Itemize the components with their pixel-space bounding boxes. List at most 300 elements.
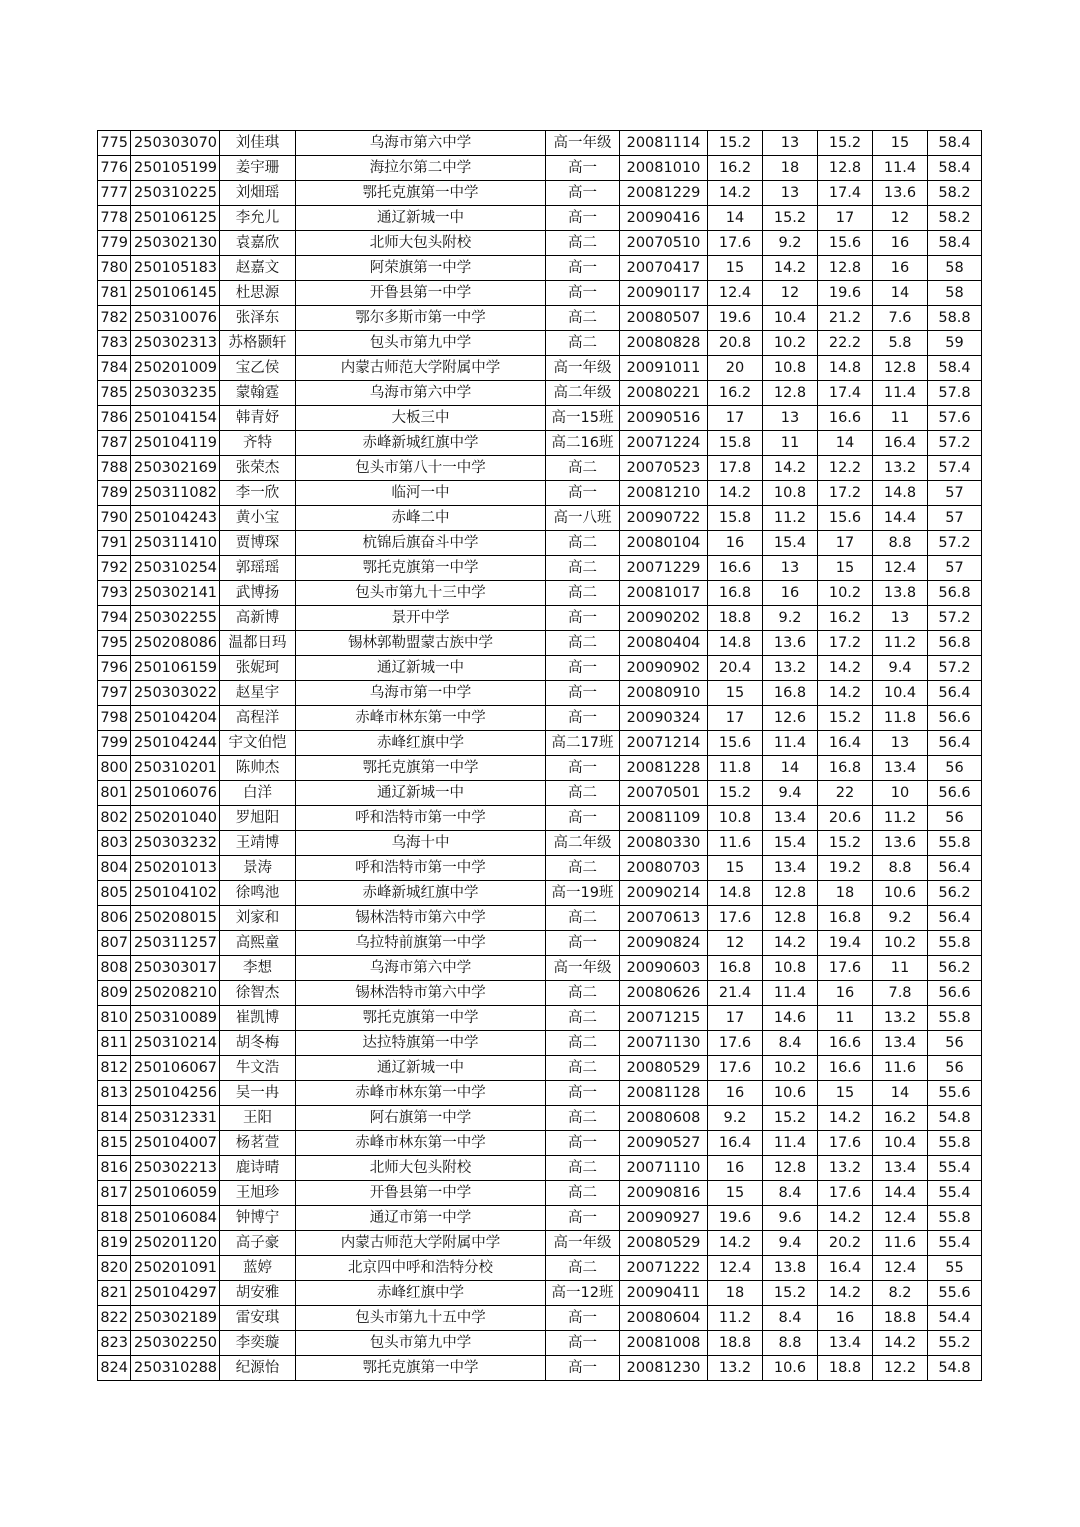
score-3-cell: 19.2 [818,856,873,881]
table-row [98,131,982,156]
candidate-id-cell: 250201120 [131,1231,220,1256]
candidate-id-cell: 250105199 [131,156,220,181]
school-name-cell: 呼和浩特市第一中学 [296,806,546,831]
score-2-cell: 13.2 [763,656,818,681]
school-name-cell: 开鲁县第一中学 [296,1181,546,1206]
birth-date-cell: 20080529 [620,1231,708,1256]
score-4-cell: 10.6 [873,881,928,906]
school-name-cell: 锡林浩特市第六中学 [296,906,546,931]
table-row [98,506,982,531]
student-name-cell: 钟博宁 [220,1206,296,1231]
score-1-cell: 16 [708,1156,763,1181]
total-score-cell: 56 [928,1056,982,1081]
candidate-id-cell: 250104297 [131,1281,220,1306]
table-row [98,606,982,631]
table-row [98,806,982,831]
total-score-cell: 57.4 [928,456,982,481]
candidate-id-cell: 250312331 [131,1106,220,1131]
table-row [98,456,982,481]
score-2-cell: 14.2 [763,456,818,481]
score-3-cell: 16.6 [818,1031,873,1056]
birth-date-cell: 20090927 [620,1206,708,1231]
birth-date-cell: 20080404 [620,631,708,656]
score-3-cell: 17.6 [818,1181,873,1206]
row-number-cell: 814 [98,1106,131,1131]
score-1-cell: 10.8 [708,806,763,831]
birth-date-cell: 20090722 [620,506,708,531]
total-score-cell: 57.2 [928,606,982,631]
total-score-cell: 56 [928,806,982,831]
table-row [98,1206,982,1231]
score-1-cell: 15 [708,256,763,281]
score-2-cell: 13 [763,181,818,206]
score-2-cell: 10.8 [763,356,818,381]
score-1-cell: 15.2 [708,131,763,156]
score-3-cell: 22 [818,781,873,806]
score-4-cell: 13.8 [873,581,928,606]
school-name-cell: 赤峰二中 [296,506,546,531]
candidate-id-cell: 250311257 [131,931,220,956]
score-4-cell: 13 [873,731,928,756]
score-4-cell: 12.2 [873,1356,928,1381]
student-name-cell: 徐鸣池 [220,881,296,906]
school-name-cell: 包头市第八十一中学 [296,456,546,481]
table-row [98,481,982,506]
score-1-cell: 9.2 [708,1106,763,1131]
score-2-cell: 10.4 [763,306,818,331]
score-4-cell: 15 [873,131,928,156]
school-name-cell: 大板三中 [296,406,546,431]
total-score-cell: 56.4 [928,856,982,881]
student-name-cell: 张荣杰 [220,456,296,481]
total-score-cell: 58.4 [928,156,982,181]
score-3-cell: 16.6 [818,406,873,431]
score-2-cell: 13 [763,131,818,156]
row-number-cell: 823 [98,1331,131,1356]
school-name-cell: 杭锦后旗奋斗中学 [296,531,546,556]
grade-class-cell: 高二 [546,1106,620,1131]
school-name-cell: 鄂托克旗第一中学 [296,756,546,781]
score-2-cell: 15.4 [763,831,818,856]
birth-date-cell: 20071214 [620,731,708,756]
score-2-cell: 16.8 [763,681,818,706]
score-4-cell: 13.4 [873,756,928,781]
score-4-cell: 13.2 [873,456,928,481]
birth-date-cell: 20090527 [620,1131,708,1156]
school-name-cell: 乌海市第一中学 [296,681,546,706]
row-number-cell: 804 [98,856,131,881]
score-3-cell: 15.2 [818,131,873,156]
row-number-cell: 797 [98,681,131,706]
birth-date-cell: 20090902 [620,656,708,681]
table-row [98,1256,982,1281]
candidate-id-cell: 250105183 [131,256,220,281]
score-4-cell: 16 [873,231,928,256]
total-score-cell: 55.6 [928,1081,982,1106]
student-name-cell: 宇文伯恺 [220,731,296,756]
candidate-id-cell: 250310288 [131,1356,220,1381]
grade-class-cell: 高二 [546,1156,620,1181]
results-table [97,130,982,1381]
birth-date-cell: 20071224 [620,431,708,456]
table-row [98,631,982,656]
birth-date-cell: 20090202 [620,606,708,631]
total-score-cell: 57.8 [928,381,982,406]
school-name-cell: 通辽新城一中 [296,206,546,231]
score-4-cell: 13.4 [873,1156,928,1181]
total-score-cell: 56.4 [928,731,982,756]
score-4-cell: 13.4 [873,1031,928,1056]
student-name-cell: 苏格颢轩 [220,331,296,356]
results-table-body [98,131,982,1381]
school-name-cell: 包头市第九中学 [296,331,546,356]
birth-date-cell: 20090214 [620,881,708,906]
candidate-id-cell: 250303017 [131,956,220,981]
table-row [98,231,982,256]
score-2-cell: 11.4 [763,1131,818,1156]
student-name-cell: 李想 [220,956,296,981]
score-3-cell: 16.4 [818,731,873,756]
score-3-cell: 16 [818,1306,873,1331]
score-1-cell: 14.8 [708,631,763,656]
row-number-cell: 802 [98,806,131,831]
score-2-cell: 12 [763,281,818,306]
row-number-cell: 819 [98,1231,131,1256]
candidate-id-cell: 250104154 [131,406,220,431]
student-name-cell: 杨茗萱 [220,1131,296,1156]
school-name-cell: 乌海市第六中学 [296,956,546,981]
score-3-cell: 17.2 [818,631,873,656]
total-score-cell: 54.4 [928,1306,982,1331]
school-name-cell: 包头市第九十五中学 [296,1306,546,1331]
score-4-cell: 8.8 [873,856,928,881]
birth-date-cell: 20071222 [620,1256,708,1281]
score-3-cell: 12.8 [818,156,873,181]
score-4-cell: 11.6 [873,1231,928,1256]
score-2-cell: 8.4 [763,1031,818,1056]
candidate-id-cell: 250106145 [131,281,220,306]
school-name-cell: 锡林郭勒盟蒙古族中学 [296,631,546,656]
candidate-id-cell: 250310254 [131,556,220,581]
candidate-id-cell: 250104256 [131,1081,220,1106]
total-score-cell: 56.6 [928,981,982,1006]
score-4-cell: 12.4 [873,1256,928,1281]
score-4-cell: 13.6 [873,831,928,856]
score-1-cell: 18 [708,1281,763,1306]
candidate-id-cell: 250302130 [131,231,220,256]
total-score-cell: 55.6 [928,1281,982,1306]
table-row [98,406,982,431]
school-name-cell: 锡林浩特市第六中学 [296,981,546,1006]
total-score-cell: 56.8 [928,631,982,656]
score-1-cell: 16.8 [708,956,763,981]
score-4-cell: 16 [873,256,928,281]
score-3-cell: 14 [818,431,873,456]
row-number-cell: 820 [98,1256,131,1281]
row-number-cell: 782 [98,306,131,331]
table-row [98,556,982,581]
score-1-cell: 14.2 [708,181,763,206]
student-name-cell: 高子豪 [220,1231,296,1256]
grade-class-cell: 高一 [546,256,620,281]
score-3-cell: 13.2 [818,1156,873,1181]
school-name-cell: 通辽市第一中学 [296,1206,546,1231]
candidate-id-cell: 250310225 [131,181,220,206]
table-row [98,1131,982,1156]
birth-date-cell: 20090324 [620,706,708,731]
table-row [98,306,982,331]
birth-date-cell: 20080828 [620,331,708,356]
score-3-cell: 16.6 [818,1056,873,1081]
total-score-cell: 58 [928,256,982,281]
student-name-cell: 蓝婷 [220,1256,296,1281]
score-4-cell: 13.2 [873,1006,928,1031]
birth-date-cell: 20081109 [620,806,708,831]
total-score-cell: 56.2 [928,881,982,906]
school-name-cell: 赤峰市林东第一中学 [296,1131,546,1156]
score-1-cell: 14 [708,206,763,231]
score-4-cell: 13 [873,606,928,631]
score-2-cell: 18 [763,156,818,181]
total-score-cell: 57 [928,481,982,506]
total-score-cell: 55.8 [928,931,982,956]
score-3-cell: 17.6 [818,1131,873,1156]
grade-class-cell: 高二年级 [546,381,620,406]
candidate-id-cell: 250104119 [131,431,220,456]
school-name-cell: 内蒙古师范大学附属中学 [296,356,546,381]
row-number-cell: 794 [98,606,131,631]
birth-date-cell: 20090117 [620,281,708,306]
student-name-cell: 牛文浩 [220,1056,296,1081]
score-2-cell: 11.4 [763,731,818,756]
score-3-cell: 14.2 [818,681,873,706]
grade-class-cell: 高一15班 [546,406,620,431]
school-name-cell: 包头市第九十三中学 [296,581,546,606]
score-1-cell: 16.2 [708,156,763,181]
row-number-cell: 781 [98,281,131,306]
birth-date-cell: 20080703 [620,856,708,881]
grade-class-cell: 高二 [546,906,620,931]
total-score-cell: 58.4 [928,231,982,256]
score-4-cell: 10.4 [873,1131,928,1156]
grade-class-cell: 高一 [546,156,620,181]
total-score-cell: 57.2 [928,656,982,681]
birth-date-cell: 20070417 [620,256,708,281]
birth-date-cell: 20080104 [620,531,708,556]
birth-date-cell: 20090603 [620,956,708,981]
row-number-cell: 800 [98,756,131,781]
student-name-cell: 王旭珍 [220,1181,296,1206]
school-name-cell: 鄂托克旗第一中学 [296,1006,546,1031]
table-row [98,1106,982,1131]
row-number-cell: 793 [98,581,131,606]
score-3-cell: 15.6 [818,506,873,531]
score-4-cell: 11.4 [873,381,928,406]
birth-date-cell: 20080221 [620,381,708,406]
candidate-id-cell: 250311082 [131,481,220,506]
school-name-cell: 赤峰新城红旗中学 [296,431,546,456]
row-number-cell: 810 [98,1006,131,1031]
student-name-cell: 齐特 [220,431,296,456]
table-row [98,431,982,456]
score-3-cell: 15 [818,1081,873,1106]
candidate-id-cell: 250310214 [131,1031,220,1056]
school-name-cell: 内蒙古师范大学附属中学 [296,1231,546,1256]
student-name-cell: 刘家和 [220,906,296,931]
birth-date-cell: 20081010 [620,156,708,181]
student-name-cell: 高程洋 [220,706,296,731]
row-number-cell: 799 [98,731,131,756]
score-1-cell: 18.8 [708,1331,763,1356]
table-row [98,581,982,606]
row-number-cell: 805 [98,881,131,906]
table-row [98,281,982,306]
school-name-cell: 开鲁县第一中学 [296,281,546,306]
score-3-cell: 17.4 [818,381,873,406]
total-score-cell: 57.6 [928,406,982,431]
candidate-id-cell: 250311410 [131,531,220,556]
total-score-cell: 57.2 [928,431,982,456]
student-name-cell: 徐智杰 [220,981,296,1006]
score-4-cell: 12 [873,206,928,231]
student-name-cell: 李奕璇 [220,1331,296,1356]
score-1-cell: 15 [708,1181,763,1206]
table-row [98,906,982,931]
school-name-cell: 北师大包头附校 [296,1156,546,1181]
birth-date-cell: 20070523 [620,456,708,481]
table-row [98,1331,982,1356]
candidate-id-cell: 250302255 [131,606,220,631]
score-2-cell: 13 [763,406,818,431]
table-row [98,781,982,806]
score-4-cell: 16.4 [873,431,928,456]
total-score-cell: 55.8 [928,831,982,856]
school-name-cell: 乌海市第六中学 [296,381,546,406]
score-3-cell: 14.2 [818,1206,873,1231]
grade-class-cell: 高一 [546,806,620,831]
score-3-cell: 16.8 [818,756,873,781]
score-3-cell: 12.8 [818,256,873,281]
score-3-cell: 17.4 [818,181,873,206]
total-score-cell: 58.4 [928,356,982,381]
score-2-cell: 12.8 [763,906,818,931]
student-name-cell: 李允儿 [220,206,296,231]
score-4-cell: 11.2 [873,806,928,831]
total-score-cell: 56.6 [928,706,982,731]
birth-date-cell: 20070510 [620,231,708,256]
row-number-cell: 811 [98,1031,131,1056]
school-name-cell: 乌拉特前旗第一中学 [296,931,546,956]
birth-date-cell: 20070501 [620,781,708,806]
score-2-cell: 9.6 [763,1206,818,1231]
total-score-cell: 56.4 [928,681,982,706]
score-1-cell: 16.6 [708,556,763,581]
candidate-id-cell: 250104244 [131,731,220,756]
student-name-cell: 温都日玛 [220,631,296,656]
score-3-cell: 21.2 [818,306,873,331]
table-row [98,931,982,956]
grade-class-cell: 高二 [546,1256,620,1281]
school-name-cell: 达拉特旗第一中学 [296,1031,546,1056]
student-name-cell: 赵星宇 [220,681,296,706]
score-2-cell: 16 [763,581,818,606]
grade-class-cell: 高一 [546,1331,620,1356]
score-3-cell: 15.2 [818,706,873,731]
school-name-cell: 赤峰红旗中学 [296,1281,546,1306]
table-row [98,856,982,881]
student-name-cell: 崔凯博 [220,1006,296,1031]
table-row [98,206,982,231]
score-4-cell: 11.2 [873,631,928,656]
score-2-cell: 12.8 [763,881,818,906]
candidate-id-cell: 250104204 [131,706,220,731]
grade-class-cell: 高一八班 [546,506,620,531]
school-name-cell: 通辽新城一中 [296,781,546,806]
school-name-cell: 鄂尔多斯市第一中学 [296,306,546,331]
birth-date-cell: 20081128 [620,1081,708,1106]
table-row [98,831,982,856]
grade-class-cell: 高二 [546,531,620,556]
school-name-cell: 鄂托克旗第一中学 [296,181,546,206]
grade-class-cell: 高一 [546,206,620,231]
school-name-cell: 赤峰新城红旗中学 [296,881,546,906]
student-name-cell: 纪源怡 [220,1356,296,1381]
row-number-cell: 775 [98,131,131,156]
grade-class-cell: 高二 [546,1031,620,1056]
candidate-id-cell: 250302250 [131,1331,220,1356]
birth-date-cell: 20081228 [620,756,708,781]
score-1-cell: 17.8 [708,456,763,481]
candidate-id-cell: 250208015 [131,906,220,931]
student-name-cell: 白洋 [220,781,296,806]
total-score-cell: 56 [928,1031,982,1056]
score-2-cell: 14.6 [763,1006,818,1031]
birth-date-cell: 20080604 [620,1306,708,1331]
row-number-cell: 798 [98,706,131,731]
score-1-cell: 16.8 [708,581,763,606]
score-3-cell: 18 [818,881,873,906]
score-1-cell: 17.6 [708,1031,763,1056]
score-1-cell: 11.2 [708,1306,763,1331]
school-name-cell: 鄂托克旗第一中学 [296,556,546,581]
score-3-cell: 18.8 [818,1356,873,1381]
school-name-cell: 阿荣旗第一中学 [296,256,546,281]
student-name-cell: 王阳 [220,1106,296,1131]
score-2-cell: 14.2 [763,256,818,281]
grade-class-cell: 高一 [546,1206,620,1231]
score-1-cell: 16 [708,1081,763,1106]
score-2-cell: 11.4 [763,981,818,1006]
grade-class-cell: 高一年级 [546,131,620,156]
student-name-cell: 张泽东 [220,306,296,331]
score-2-cell: 13.4 [763,856,818,881]
table-row [98,1031,982,1056]
candidate-id-cell: 250201040 [131,806,220,831]
birth-date-cell: 20080507 [620,306,708,331]
score-2-cell: 8.8 [763,1331,818,1356]
grade-class-cell: 高一 [546,706,620,731]
score-4-cell: 18.8 [873,1306,928,1331]
score-3-cell: 14.2 [818,1281,873,1306]
row-number-cell: 812 [98,1056,131,1081]
table-row [98,1356,982,1381]
student-name-cell: 胡安雅 [220,1281,296,1306]
total-score-cell: 56.4 [928,906,982,931]
score-4-cell: 14 [873,1081,928,1106]
row-number-cell: 815 [98,1131,131,1156]
total-score-cell: 59 [928,331,982,356]
grade-class-cell: 高一年级 [546,956,620,981]
